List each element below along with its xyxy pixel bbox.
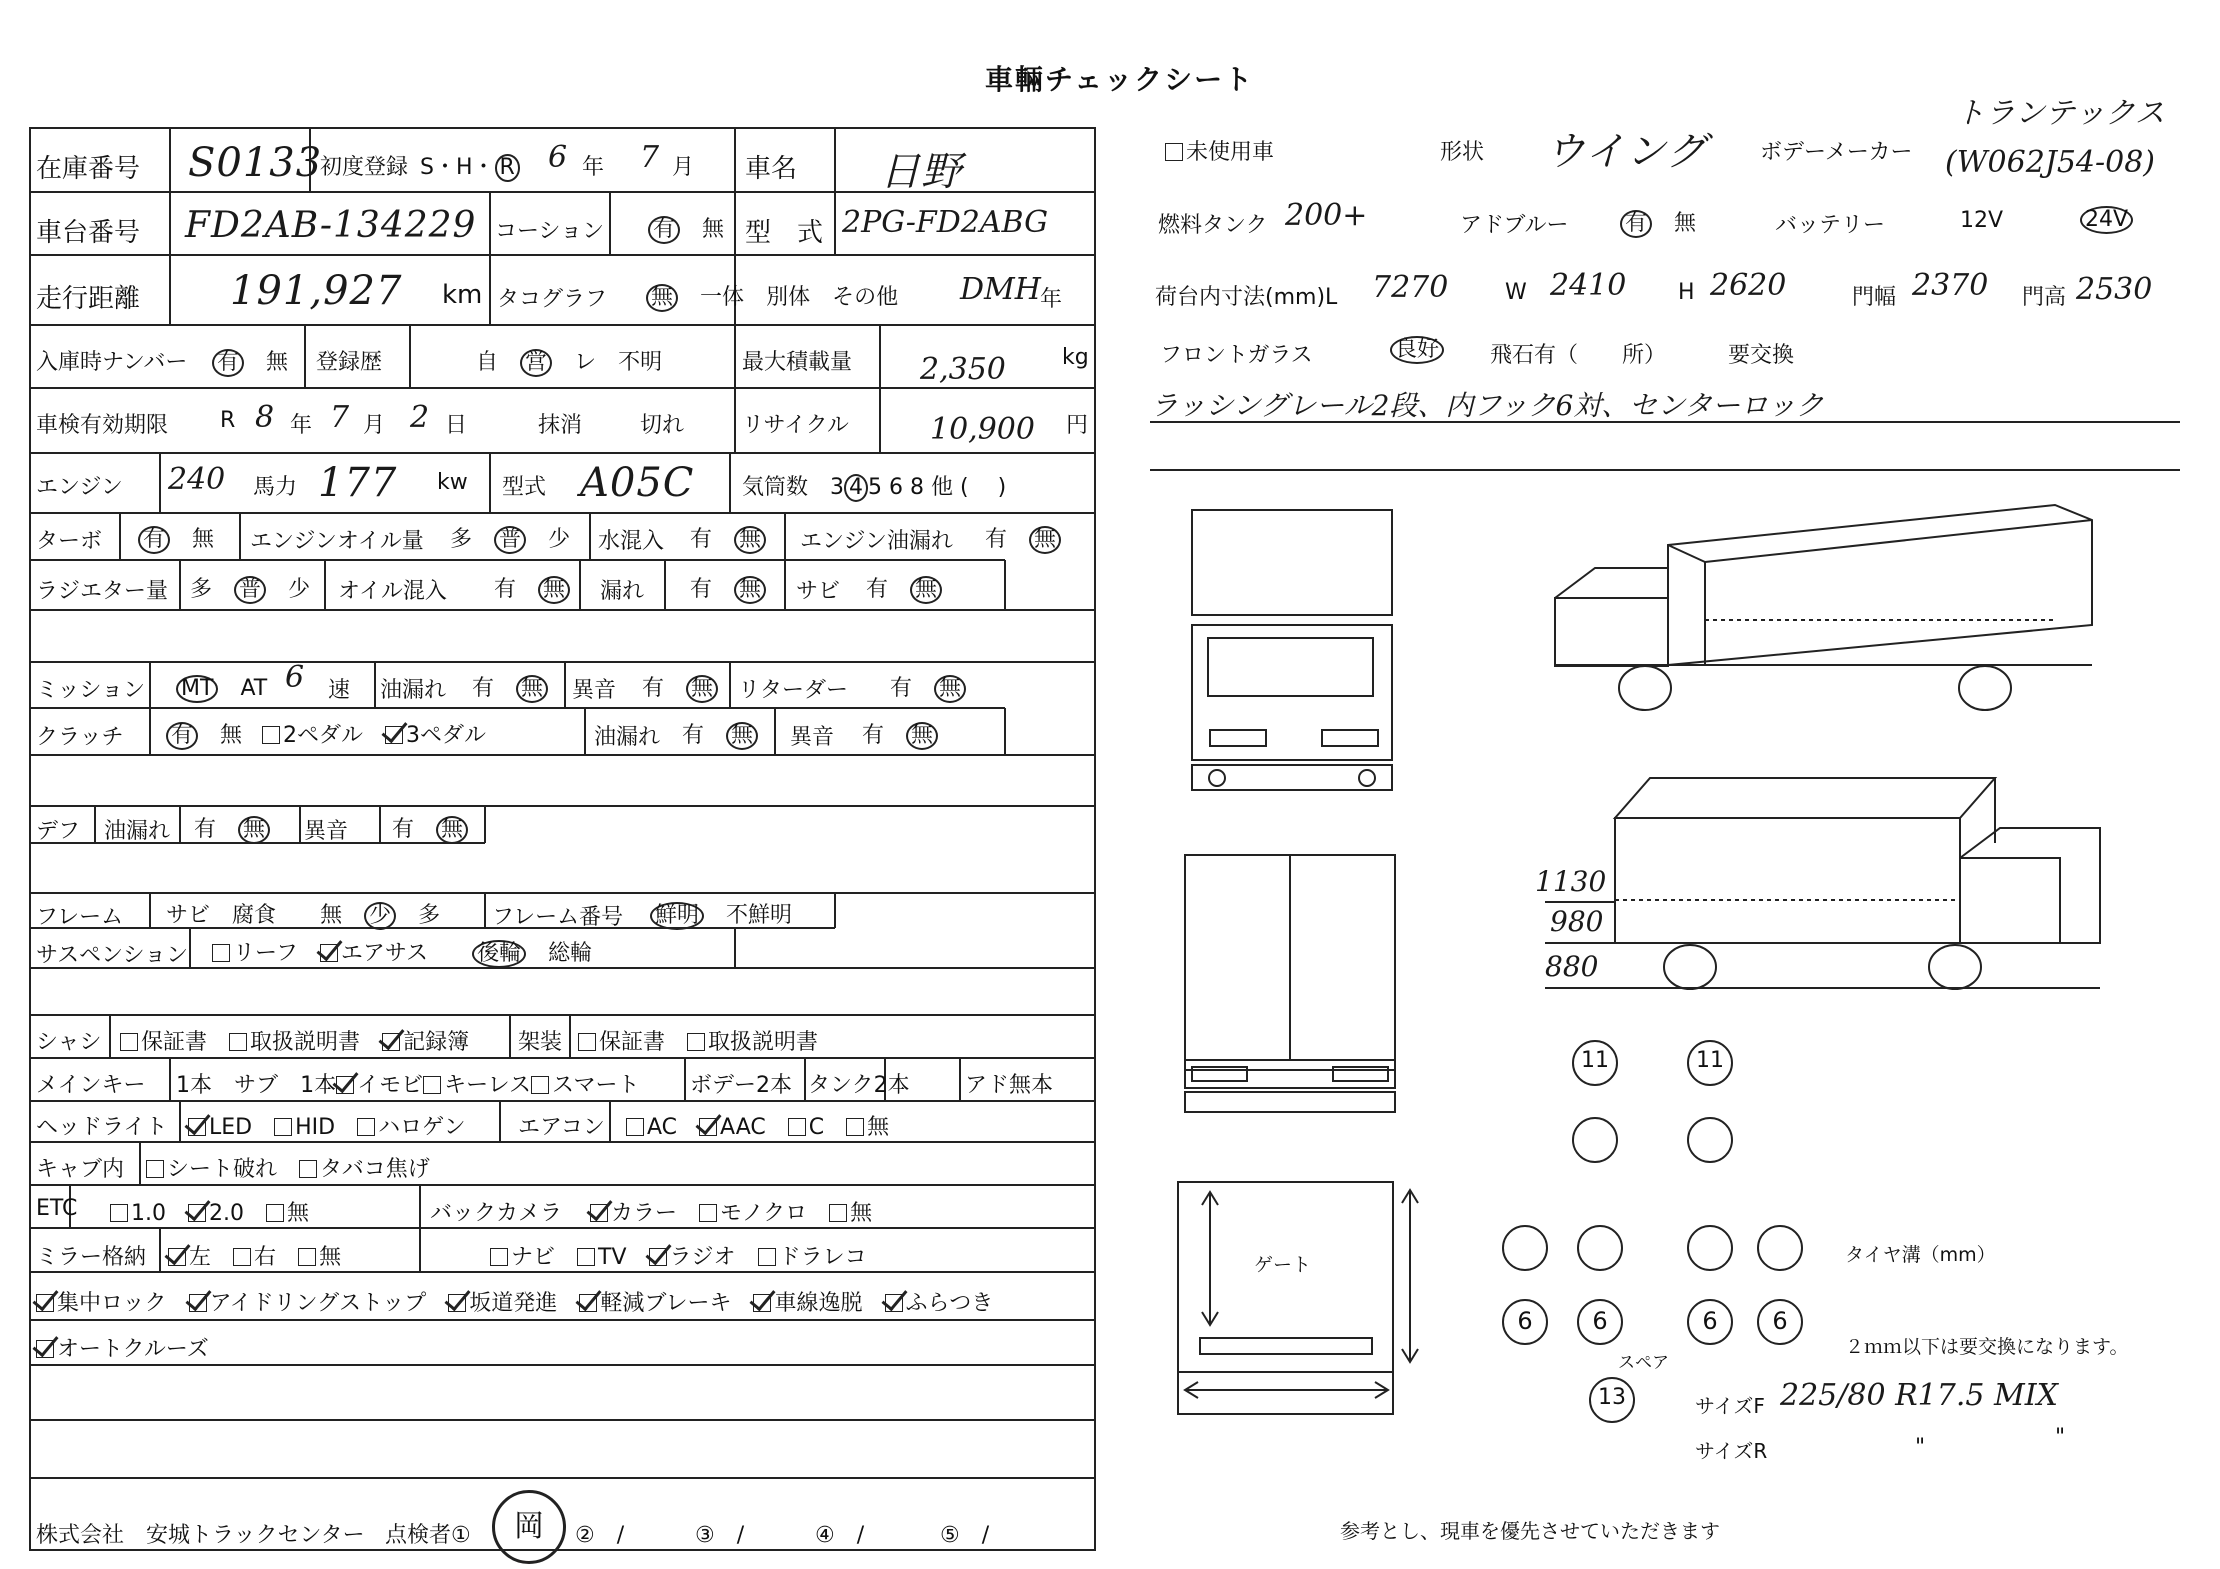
fuel-label: 燃料タンク: [1158, 213, 1268, 238]
inspection-label: 車検有効期限: [36, 413, 169, 438]
carname-value[interactable]: 日野: [880, 149, 962, 195]
body-docs-label: 架装: [518, 1030, 563, 1055]
speed-value[interactable]: 6: [285, 660, 305, 695]
mileage-unit: km: [442, 280, 483, 310]
recycle-value[interactable]: 10,900: [930, 412, 1035, 447]
clutch-noise-label: 異音: [790, 725, 835, 750]
max-load-label: 最大積載量: [742, 350, 853, 375]
diff-leak-none: 無: [238, 816, 270, 844]
model-label: 型 式: [745, 218, 824, 248]
plate-yes: 有: [212, 349, 244, 377]
windshield-label: フロントガラス: [1160, 343, 1313, 368]
year-unit: 年: [582, 155, 605, 180]
oil-selected: 普: [494, 526, 526, 554]
backcam-label: バックカメラ: [430, 1201, 563, 1226]
tank-key-count: 2: [873, 1073, 888, 1098]
engine-model-label: 型式: [502, 475, 547, 500]
diff-label: デフ: [36, 819, 81, 844]
frame-number-clear: 鮮明: [650, 902, 704, 930]
frame-label: フレーム: [36, 905, 124, 930]
tacho-year-unit: 年: [1040, 287, 1063, 312]
retarder-label: リターダー: [738, 678, 849, 703]
tire-rear-4[interactable]: 6: [1772, 1307, 1788, 1335]
size-front-value[interactable]: 225/80 R17.5 MIX: [1780, 1378, 2058, 1413]
fuel-value[interactable]: 200+: [1285, 198, 1368, 233]
clutch-noise-none: 無: [906, 722, 938, 750]
bodymaker-value[interactable]: トランテックス: [1955, 96, 2165, 131]
tacho-none: 無: [646, 284, 678, 312]
cylinder-selected: 4: [844, 474, 868, 502]
stock-number-label: 在庫番号: [36, 154, 141, 184]
sub-key-count: 1: [300, 1073, 315, 1098]
cylinder-label: 気筒数: [742, 475, 809, 500]
ad-key-count: 無: [1009, 1073, 1032, 1098]
diff-noise-none: 無: [436, 816, 468, 844]
tire-groove-label: タイヤ溝（mm）: [1845, 1244, 1996, 1266]
mileage-value[interactable]: 191,927: [230, 268, 403, 314]
adblue-label: アドブルー: [1460, 213, 1569, 238]
chip-label: 飛石有（ 所）: [1490, 343, 1667, 368]
company-name: 株式会社 安城トラックセンター: [36, 1523, 365, 1548]
replace-label: 要交換: [1728, 343, 1795, 368]
rust-none: 無: [910, 576, 942, 604]
leak-none: 無: [734, 576, 766, 604]
suspension-label: サスペンション: [36, 943, 189, 968]
dim-980[interactable]: 980: [1550, 905, 1604, 938]
mission-noise-label: 異音: [572, 678, 617, 703]
mission-leak-label: 油漏れ: [380, 678, 447, 703]
frame-number-label: フレーム番号: [492, 905, 624, 930]
tire-rear-3[interactable]: 6: [1702, 1307, 1718, 1335]
oil-level-label: エンジンオイル量: [250, 529, 424, 554]
first-reg-label: 初度登録: [320, 155, 409, 180]
engine-leak-label: エンジン油漏れ: [800, 529, 953, 554]
oil-mix-none: 無: [538, 576, 570, 604]
door-height-label: 門高: [2022, 285, 2067, 310]
door-height[interactable]: 2530: [2076, 272, 2153, 307]
engine-model-value[interactable]: A05C: [580, 460, 695, 506]
recycle-unit: 円: [1066, 413, 1089, 438]
retarder-none: 無: [934, 675, 966, 703]
caution-label: コーション: [495, 219, 605, 244]
era-selected: R: [495, 154, 520, 182]
hp-label: 馬力: [253, 475, 298, 500]
radiator-selected: 普: [234, 576, 266, 604]
first-reg-era: S・H・ R: [420, 150, 520, 182]
mt-selected: MT: [176, 675, 218, 703]
oil-mix-label: オイル混入: [338, 579, 447, 604]
suspension-rear: 後輪: [472, 940, 526, 968]
windshield-good: 良好: [1390, 336, 1444, 364]
leak-label: 漏れ: [600, 579, 645, 604]
inspector-stamp: 岡: [492, 1490, 566, 1564]
clutch-label: クラッチ: [36, 725, 124, 750]
shape-label: 形状: [1440, 140, 1485, 165]
dims-width[interactable]: 2410: [1550, 268, 1627, 303]
main-key-count: 1: [176, 1073, 190, 1098]
recycle-label: リサイクル: [742, 413, 849, 438]
diff-leak-label: 油漏れ: [104, 819, 171, 844]
inspection-year[interactable]: 8: [255, 400, 275, 435]
chassis-docs-label: シャシ: [36, 1030, 102, 1055]
expired-label: 切れ: [640, 413, 685, 438]
tacho-label: タコグラフ: [497, 287, 608, 312]
hp-unit: kw: [437, 470, 468, 495]
body-key-count: 2: [756, 1073, 771, 1098]
reg-selected: 営: [520, 349, 552, 377]
water-none: 無: [734, 526, 766, 554]
tire-front-right[interactable]: 11: [1696, 1048, 1724, 1073]
dim-880[interactable]: 880: [1545, 950, 1599, 983]
tire-rear-1[interactable]: 6: [1517, 1307, 1533, 1335]
model-value[interactable]: 2PG-FD2ABG: [842, 205, 1049, 240]
headlight-label: ヘッドライト: [36, 1115, 168, 1140]
etc-label: ETC: [36, 1196, 78, 1221]
shape-value[interactable]: ウイング: [1545, 129, 1707, 175]
turbo-label: ターボ: [36, 529, 103, 554]
carname-label: 車名: [745, 154, 798, 184]
battery-12v: 12V: [1960, 208, 2004, 233]
aircon-label: エアコン: [518, 1115, 605, 1140]
cab-label: キャブ内: [36, 1157, 125, 1182]
water-mix-label: 水混入: [598, 529, 665, 554]
reference-note: 参考とし、現車を優先させていただきます: [1340, 1519, 1720, 1543]
inspection-era: R: [220, 408, 236, 433]
mission-leak-none: 無: [516, 675, 548, 703]
dims-height[interactable]: 2620: [1710, 268, 1787, 303]
chassis-value[interactable]: FD2AB-134229: [185, 205, 477, 246]
dim-1130[interactable]: 1130: [1535, 865, 1607, 898]
chassis-label: 車台番号: [36, 218, 141, 248]
battery-label: バッテリー: [1775, 213, 1886, 238]
spare-label: スペア: [1618, 1353, 1669, 1373]
tacho-value[interactable]: DMH: [960, 272, 1041, 307]
bodymaker-code[interactable]: (W062J54-08): [1945, 145, 2156, 180]
inspection-day[interactable]: 2: [410, 400, 430, 435]
tire-rear-2[interactable]: 6: [1592, 1307, 1608, 1335]
clutch-leak-none: 無: [726, 722, 758, 750]
door-width-label: 門幅: [1852, 285, 1897, 310]
dims-length[interactable]: 7270: [1372, 270, 1449, 305]
size-front-label: サイズF: [1695, 1394, 1765, 1418]
engine-leak-none: 無: [1029, 526, 1061, 554]
plate-label: 入庫時ナンバー: [36, 350, 188, 375]
inspection-month[interactable]: 7: [330, 400, 350, 435]
caution-no: 無: [702, 217, 725, 242]
size-rear-label: サイズR: [1695, 1439, 1768, 1463]
turbo-yes: 有: [138, 526, 170, 554]
clutch-leak-label: 油漏れ: [594, 725, 661, 750]
frame-selected: 少: [364, 902, 396, 930]
max-load-unit: kg: [1062, 345, 1089, 370]
clutch-yes: 有: [166, 722, 198, 750]
bodymaker-label: ボデーメーカー: [1760, 140, 1913, 165]
spare-tire-value[interactable]: 13: [1598, 1385, 1626, 1410]
page-title: 車輛チェックシート: [985, 63, 1255, 96]
inspector-label: 点検者①: [385, 1523, 471, 1548]
month-unit: 月: [672, 155, 695, 180]
dims-label: 荷台内寸法(mm)L: [1155, 285, 1338, 310]
mileage-label: 走行距離: [36, 284, 141, 314]
gate-label: ゲート: [1254, 1254, 1312, 1276]
mission-noise-none: 無: [686, 675, 718, 703]
diff-noise-label: 異音: [304, 819, 349, 844]
first-reg-month[interactable]: 7: [640, 140, 660, 175]
max-load-value[interactable]: 2,350: [920, 352, 1006, 387]
mission-label: ミッション: [36, 678, 146, 703]
mirror-label: ミラー格納: [36, 1245, 147, 1270]
stock-number-value[interactable]: S0133: [188, 140, 323, 186]
door-width[interactable]: 2370: [1912, 268, 1989, 303]
radiator-label: ラジエター量: [36, 579, 169, 604]
reg-history-label: 登録歴: [316, 350, 383, 375]
notes-text[interactable]: ラッシングレール2段、内フック6対、センターロック: [1150, 389, 1824, 422]
main-key-label: メインキー: [36, 1073, 146, 1098]
first-reg-year[interactable]: 6: [548, 140, 568, 175]
rust-label: サビ: [796, 579, 841, 604]
cancel-label: 抹消: [538, 413, 583, 438]
adblue-yes: 有: [1620, 210, 1652, 238]
battery-24v: 24V: [2080, 206, 2133, 234]
engine-value[interactable]: 240: [168, 462, 226, 497]
caution-yes: 有: [648, 216, 680, 244]
tire-front-left[interactable]: 11: [1581, 1048, 1609, 1073]
hp-value[interactable]: 177: [318, 460, 398, 506]
tire-note: ２ｍｍ以下は要交換になります。: [1845, 1336, 2129, 1358]
engine-label: エンジン: [36, 475, 123, 500]
